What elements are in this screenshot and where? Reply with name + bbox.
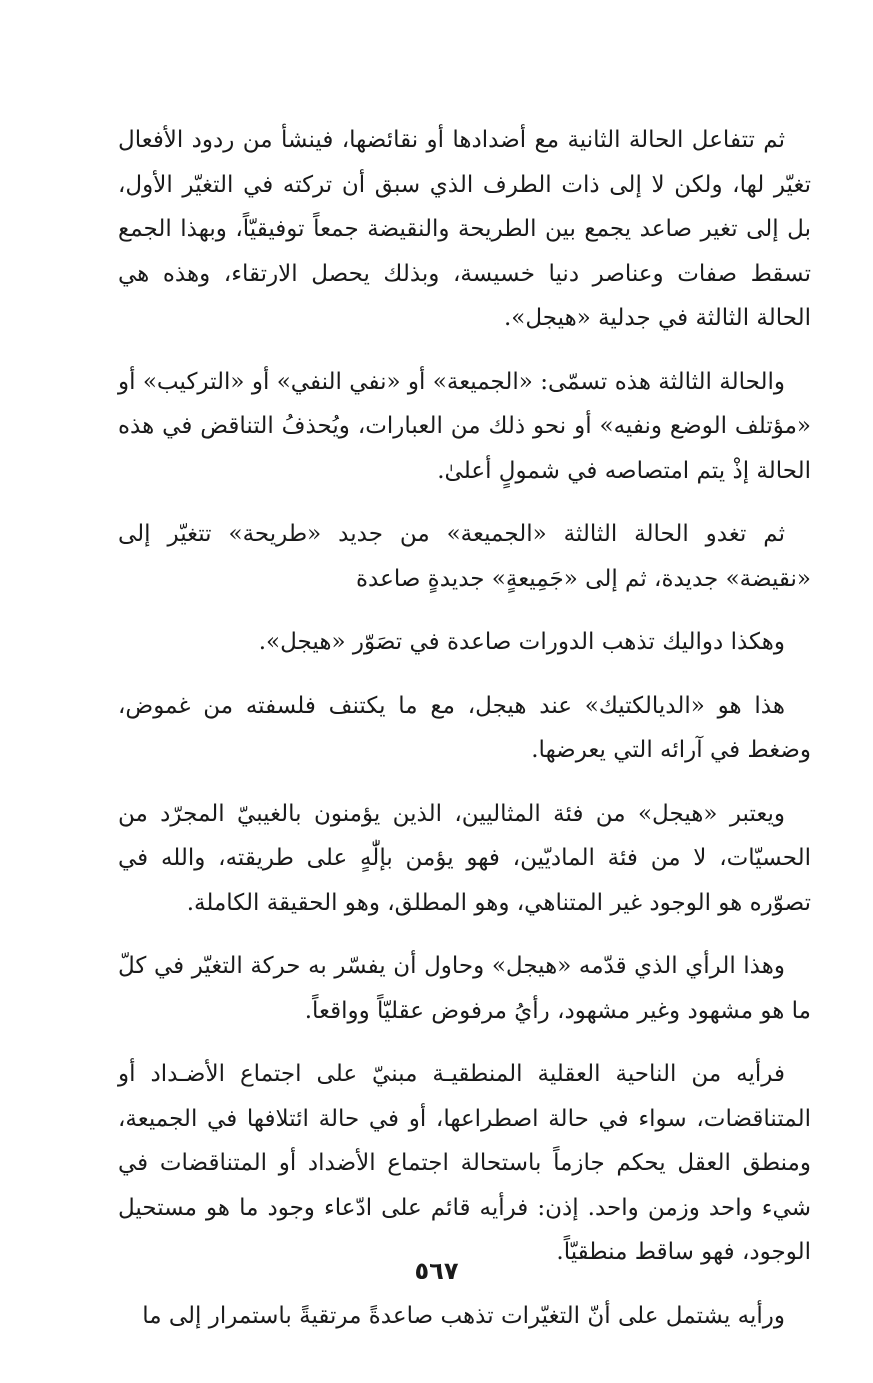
paragraph-8: فرأيه من الناحية العقلية المنطقيـة مبنيّ على اجتماع الأضـداد أو المتناقضات، سواء في حالة اصطراعها، أو في حالة ائتلافها في الجميعة، ومنطق العقل يحكم جازماً باستحالة اجتماع الأضداد أو المتناقضات في شيء واحد وزمن واحد. إذن: فرأيه قائم على ادّعاء وجود ما هو مستحيل الوجود، فهو ساقط منطقيّاً. — [118, 1061, 811, 1265]
paragraph-5: هذا هو «الديالكتيك» عند هيجل، مع ما يكتنف فلسفته من غموض، وضغط في آرائه التي يعرضها. — [118, 692, 811, 763]
page-text-body — [118, 118, 811, 1329]
paragraph-9: ورأيه يشتمل على أنّ التغيّرات تذهب صاعدةً مرتقيةً باستمرار إلى ما — [142, 1302, 785, 1329]
paragraph-4: وهكذا دواليك تذهب الدورات صاعدة في تصَوّر «هيجل». — [258, 629, 785, 655]
paragraph-7: وهذا الرأي الذي قدّمه «هيجل» وحاول أن يفسّر به حركة التغيّر في كلّ ما هو مشهود وغير مشهود، رأيُ مرفوض عقليّاً وواقعاً. — [118, 953, 811, 1024]
paragraph-2: والحالة الثالثة هذه تسمّى: «الجميعة» أو «نفي النفي» أو «التركيب» أو «مؤتلف الوضع ونفيه» أو نحو ذلك من العبارات، ويُحذفُ التناقض في هذه الحالة إذْ يتم امتصاصه في شمولٍ أعلىٰ. — [118, 368, 811, 484]
paragraph-6: ويعتبر «هيجل» من فئة المثاليين، الذين يؤمنون بالغيبيّ المجرّد من الحسيّات، لا من فئة الماديّين، فهو يؤمن بإلّٰهٍ على طريقته، والله في تصوّره هو الوجود غير المتناهي، وهو المطلق، وهو الحقيقة الكاملة. — [118, 800, 811, 916]
paragraph-3: ثم تغدو الحالة الثالثة «الجميعة» من جديد «طريحة» تتغيّر إلى «نقيضة» جديدة، ثم إلى «جَمِيعةٍ» جديدةٍ صاعدة — [118, 521, 811, 592]
page-number: ٥٦٧ — [414, 1257, 459, 1285]
paragraph-1: ثم تتفاعل الحالة الثانية مع أضدادها أو نقائضها، فينشأ من ردود الأفعال تغيّر لها، ولكن لا إلى ذات الطرف الذي سبق أن تركته في التغيّر الأول، بل إلى تغير صاعد يجمع بين الطريحة والنقيضة جمعاً توفيقيّاً، وبهذا الجمع تسقط صفات وعناصر دنيا خسيسة، وبذلك يحصل الارتقاء، وهذه هي الحالة الثالثة في جدلية «هيجل». — [118, 127, 811, 331]
